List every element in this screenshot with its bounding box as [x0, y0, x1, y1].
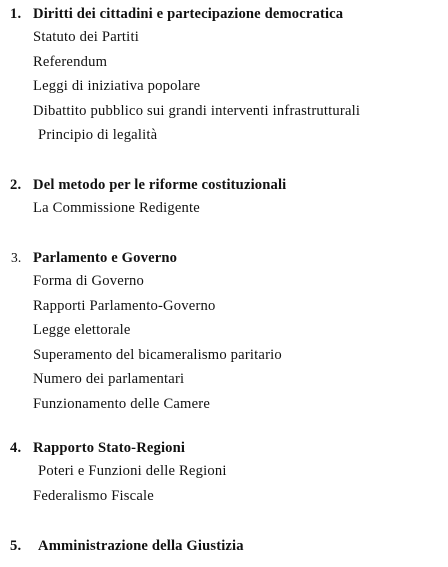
section-parlamento-governo — [0, 247, 448, 416]
section-title: Del metodo per le riforme costituzionali — [33, 177, 287, 193]
list-item: La Commissione Redigente — [33, 200, 200, 216]
list-item: Numero dei parlamentari — [33, 371, 185, 387]
section-items — [0, 196, 448, 221]
section-number: 2. — [10, 177, 22, 193]
list-item: Rapporti Parlamento-Governo — [33, 297, 216, 314]
list-item: Forma di Governo — [33, 273, 145, 289]
section-heading — [0, 3, 448, 25]
list-item: Funzionamento delle Camere — [33, 395, 211, 412]
list-item: Poteri e Funzioni delle Regioni — [38, 463, 227, 479]
section-number: 4. — [10, 440, 22, 456]
list-item: Superamento del bicameralismo paritario — [33, 346, 282, 363]
list-item: Leggi di iniziativa popolare — [33, 78, 201, 94]
section-heading — [0, 174, 448, 196]
section-title: Diritti dei cittadini e partecipazione democratica — [33, 6, 344, 22]
section-diritti-cittadini — [0, 3, 448, 148]
section-riforme-costituzionali — [0, 174, 448, 221]
section-title: Amministrazione della Giustizia — [38, 538, 244, 554]
section-stato-regioni — [0, 437, 448, 508]
section-title: Rapporto Stato-Regioni — [33, 440, 186, 456]
list-item: Principio di legalità — [38, 127, 158, 143]
list-item: Dibattito pubblico sui grandi interventi infrastrutturali — [33, 102, 361, 119]
section-heading — [0, 535, 448, 557]
section-items — [0, 269, 448, 416]
section-number: 3. — [11, 250, 22, 265]
list-item: Statuto dei Partiti — [33, 29, 139, 45]
section-number: 1. — [10, 6, 22, 22]
section-title: Parlamento e Governo — [33, 250, 178, 266]
list-item: Legge elettorale — [33, 322, 131, 338]
section-items — [0, 459, 448, 508]
section-items — [0, 25, 448, 148]
section-number: 5. — [10, 538, 22, 554]
section-heading — [0, 247, 448, 269]
section-giustizia — [0, 535, 448, 557]
list-item: Referendum — [33, 53, 108, 70]
list-item: Federalismo Fiscale — [33, 487, 154, 504]
section-heading — [0, 437, 448, 459]
